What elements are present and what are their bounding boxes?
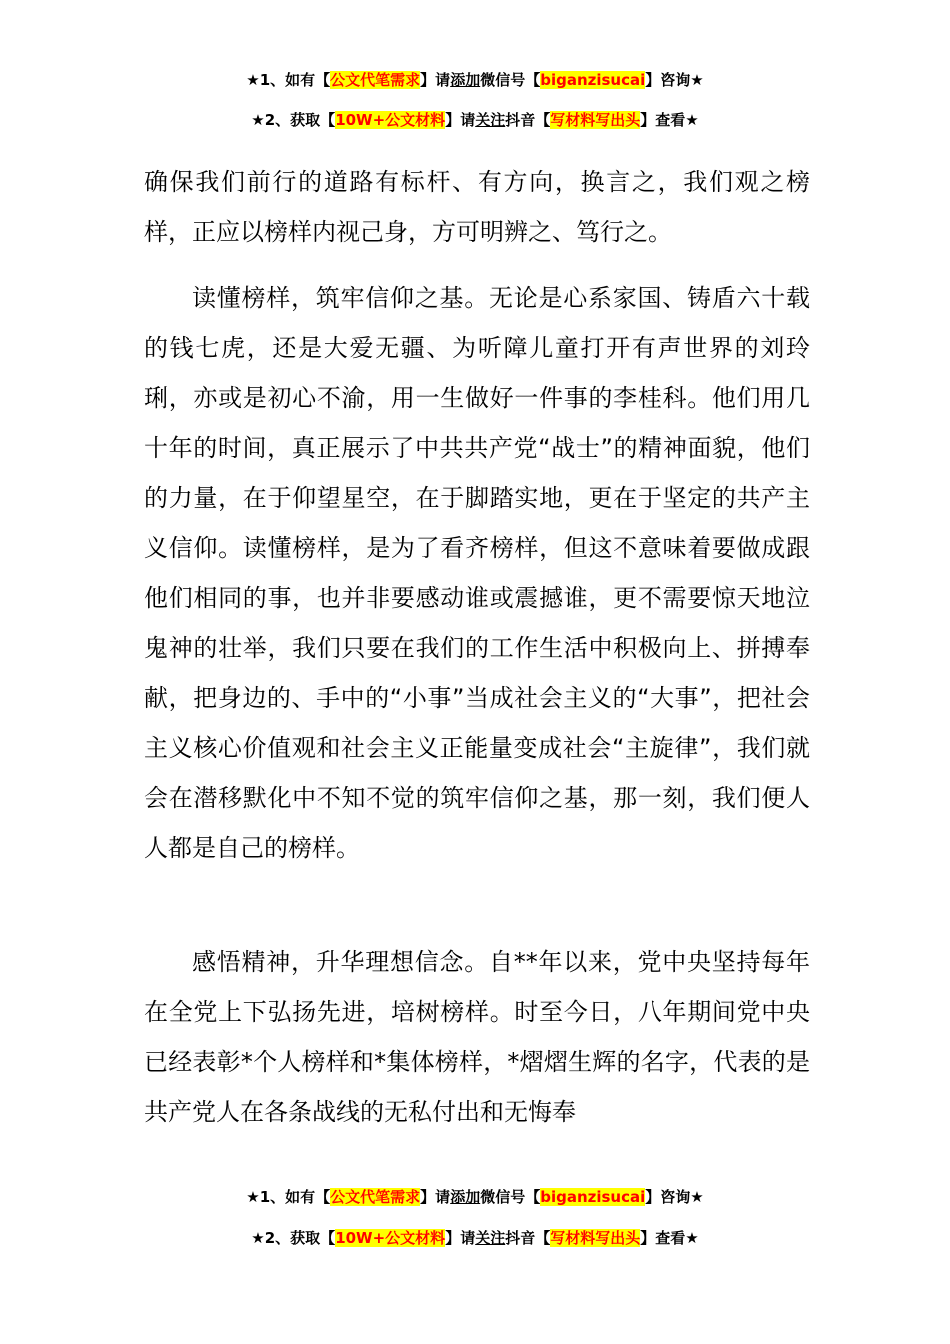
banner-highlight-service: 公文代笔需求 <box>330 1188 421 1206</box>
banner-highlight-materials: 10W+公文材料 <box>335 1229 446 1247</box>
document-body-intro <box>144 157 810 257</box>
banner-prefix: ★2、获取【 <box>251 1229 336 1247</box>
banner-suffix: 】咨询★ <box>645 1188 704 1206</box>
paragraph-continuation: 确保我们前行的道路有标杆、有方向，换言之，我们观之榜样，正应以榜样内视己身，方可明辨之、笃行之。 <box>144 168 810 246</box>
banner-suffix: 】查看★ <box>640 111 699 129</box>
banner-highlight-douyin-id: 写材料写出头 <box>550 111 641 129</box>
banner-text: 】请 <box>445 1229 476 1247</box>
banner-text: 微信号【 <box>480 71 541 89</box>
banner-text: 微信号【 <box>480 1188 541 1206</box>
banner-highlight-wechat-id: biganzisucai <box>540 1188 646 1206</box>
banner-highlight-service: 公文代笔需求 <box>330 71 421 89</box>
banner-text: 抖音【 <box>505 111 551 129</box>
banner-highlight-materials: 10W+公文材料 <box>335 111 446 129</box>
top-banner-line-1 <box>0 70 950 90</box>
document-body-section-1 <box>144 273 810 873</box>
banner-text: 抖音【 <box>505 1229 551 1247</box>
bottom-banner-line-1 <box>0 1187 950 1207</box>
document-body-section-2 <box>144 937 810 1137</box>
banner-highlight-douyin-id: 写材料写出头 <box>550 1229 641 1247</box>
paragraph-read-role-models: 读懂榜样，筑牢信仰之基。无论是心系家国、铸盾六十载的钱七虎，还是大爱无疆、为听障儿童打开有声世界的刘玲琍，亦或是初心不渝，用一生做好一件事的李桂科。他们用几十年的时间，真正展示了中共共产党“战士”的精神面貌，他们的力量，在于仰望星空，在于脚踏实地，更在于坚定的共产主义信仰。读懂榜样，是为了看齐榜样，但这不意味着要做成跟他们相同的事，也并非要感动谁或震撼谁，更不需要惊天地泣鬼神的壮举，我们只要在我们的工作生活中积极向上、拼搏奉献，把身边的、手中的“小事”当成社会主义的“大事”，把社会主义核心价值观和社会主义正能量变成社会“主旋律”，我们就会在潜移默化中不知不觉的筑牢信仰之基，那一刻，我们便人人都是自己的榜样。 <box>144 284 810 862</box>
banner-text: 】请 <box>420 71 451 89</box>
banner-suffix: 】查看★ <box>640 1229 699 1247</box>
banner-prefix: ★1、如有【 <box>246 1188 331 1206</box>
top-banner-line-2 <box>0 110 950 130</box>
banner-prefix: ★2、获取【 <box>251 111 336 129</box>
banner-underline-text: 关注 <box>475 111 506 129</box>
paragraph-feel-the-spirit: 感悟精神，升华理想信念。自**年以来，党中央坚持每年在全党上下弘扬先进，培树榜样。时至今日，八年期间党中央已经表彰*个人榜样和*集体榜样，*熠熠生辉的名字，代表的是共产党人在各条战线的无私付出和无悔奉 <box>144 948 810 1126</box>
bottom-banner-line-2 <box>0 1228 950 1248</box>
banner-underline-text: 添加 <box>450 71 481 89</box>
banner-highlight-wechat-id: biganzisucai <box>540 71 646 89</box>
banner-prefix: ★1、如有【 <box>246 71 331 89</box>
banner-text: 】请 <box>420 1188 451 1206</box>
banner-underline-text: 添加 <box>450 1188 481 1206</box>
banner-suffix: 】咨询★ <box>645 71 704 89</box>
banner-text: 】请 <box>445 111 476 129</box>
banner-underline-text: 关注 <box>475 1229 506 1247</box>
